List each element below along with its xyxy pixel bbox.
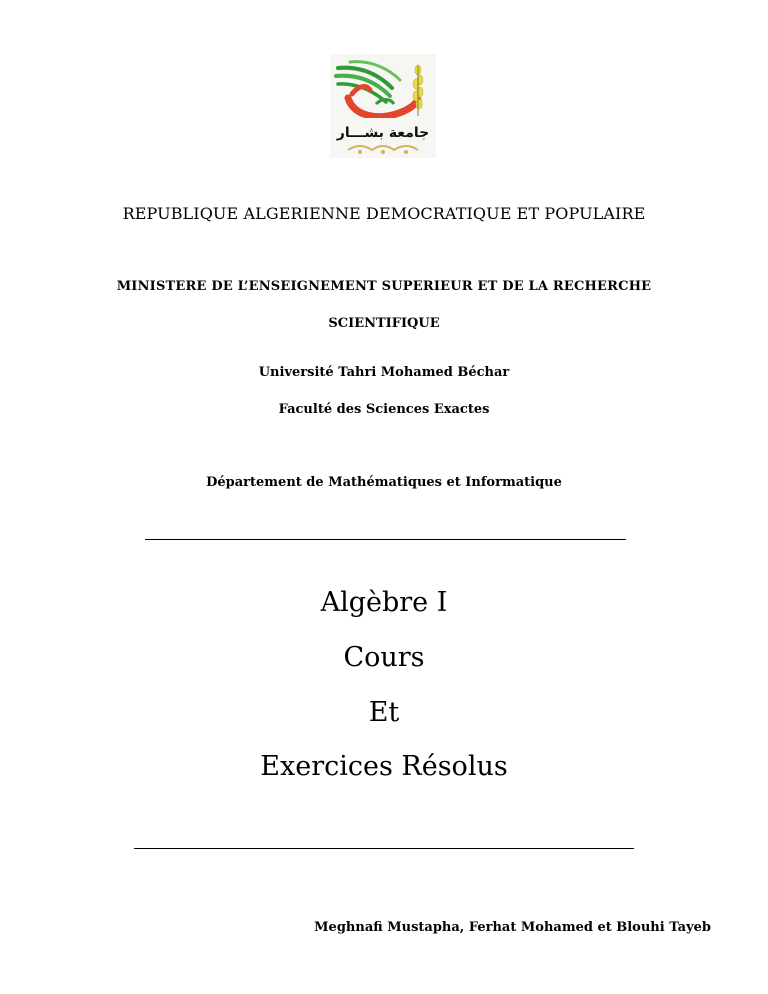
faculty-name: Faculté des Sciences Exactes [278, 402, 490, 417]
ministry-heading-line1: MINISTERE DE L’ENSEIGNEMENT SUPERIEUR ET DE LA RECHERCHE [116, 279, 652, 294]
logo-caption: جامعة بشـــار [336, 125, 430, 141]
republic-heading: REPUBLIQUE ALGERIENNE DEMOCRATIQUE ET POPULAIRE [122, 204, 646, 223]
title-line-4: Exercices Résolus [260, 751, 508, 782]
university-name: Université Tahri Mohamed Béchar [258, 365, 510, 380]
title-line-3: Et [368, 697, 400, 728]
title-line-2: Cours [343, 642, 425, 673]
university-emblem [330, 54, 436, 158]
authors-line: Meghnafi Mustapha, Ferhat Mohamed et Blouhi Tayeb [314, 920, 711, 935]
bottom-divider [134, 848, 634, 849]
department-name: Département de Mathématiques et Informatique [206, 475, 562, 490]
title-line-1: Algèbre I [320, 587, 448, 618]
university-logo [330, 54, 436, 158]
ministry-heading-line2: SCIENTIFIQUE [328, 316, 440, 331]
top-divider [145, 539, 626, 540]
